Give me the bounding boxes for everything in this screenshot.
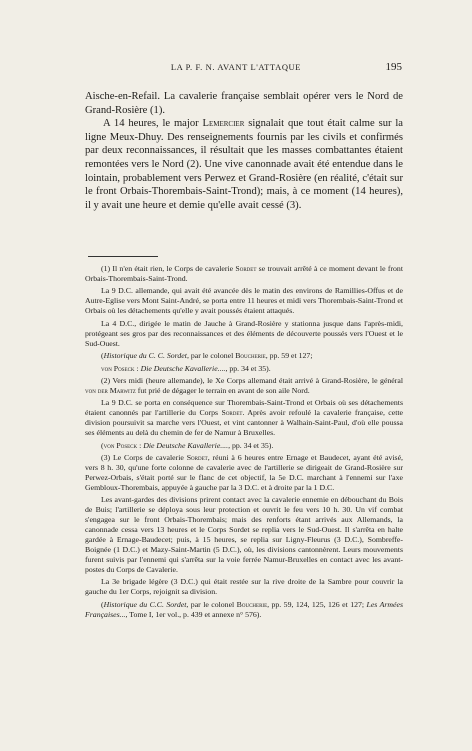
footnote-2-para-2-rest: . Après avoir refoulé la cavalerie française, cette division poursuivit sa marche vers l'Ouest, et vint cantonner à Walhain-Saint-Paul, d'où elle poussa ses éléments au delà du chemin de fer de Namur à Bruxelles. [85, 408, 404, 438]
footnote-2-para-2 [85, 398, 403, 438]
footnote-2-para-2-name: Sordet [221, 408, 243, 418]
ref-pages: , pp. 34 et 35). [228, 440, 274, 450]
footnote-1 [85, 264, 403, 284]
footnote-2-reference: (von Poseck : Die Deutsche Kavallerie...., pp. 34 et 35). [101, 440, 274, 450]
footnote-1-para-3: La 4 D.C., dirigée le matin de Jauche à Grand-Rosière y stationna jusque dans l'après-midi, protégeant ses gros par des reconnaissances et des éléments de découverte poussés vers l'Ouest et le Sud-Ouest. [85, 318, 403, 348]
ref-mid: , par le colonel [186, 351, 236, 361]
footnote-3 [85, 453, 403, 493]
footnote-1-rest: se trouvait arrêté à ce moment devant le front Orbais-Thorembais-Saint-Trond. [85, 264, 403, 283]
ref-title: Die Deutsche Kavallerie.... [143, 440, 229, 450]
ref-pages: , pp. 59, 124, 125, 126 et 127; [267, 599, 367, 609]
ref-sep: : [134, 363, 141, 373]
footnote-3-reference: (Historique du C.C. Sordet, par le colonel Boucherie, pp. 59, 124, 125, 126 et 127; Les Armées Françaises..., Tome I, 1er vol., p. 439 et annexe n° 576). [85, 599, 404, 619]
paragraph-2 [85, 117, 403, 212]
footnote-3-rest: , réuni à 6 heures entre Ernage et Baudecet, ayant été avisé, vers 8 h. 30, qu'une forte colonne de cavalerie avec de l'artillerie se dirigeait de Grand-Rosière sur Perwez-Orbais, s'était porté sur le flanc de cet objectif, la 5e D.C. marchant à l'ennemi sur l'axe Gembloux-Thorembais, appuyée à gauche par la 3 D.C. et à droite par la 1 D.C. [85, 453, 403, 492]
footnote-separator [88, 256, 158, 257]
footnote-1-reference-2 [85, 364, 403, 374]
footnote-3-start: (3) Le Corps de cavalerie [101, 453, 187, 463]
ref-author: Boucherie [236, 599, 268, 609]
ref-title: Historique du C. C. Sordet [103, 351, 187, 361]
footnote-2-para-2-start: La 9 D.C. se porta en conséquence sur Thorembais-Saint-Trond et Orbais où ses détachements étaient canonnés par l'artillerie du Corps [85, 398, 403, 418]
footnote-2 [85, 376, 403, 396]
paragraph-1: Aische-en-Refail. La cavalerie française semblait opérer vers le Nord de Grand-Rosière (1). [85, 91, 403, 116]
ref-end: , Tome I, 1er vol., p. 439 et annexe n° 576). [125, 609, 262, 619]
ref-author: von Poseck [101, 363, 135, 373]
footnote-3-name: Sordet [186, 453, 208, 463]
footnotes [85, 264, 403, 622]
footnote-1-para-2: La 9 D.C. allemande, qui avait été avancée dès le matin des environs de Ramillies-Offus et de Autre-Eglise vers Mont Saint-André, se porta entre 11 heures et midi vers Thorembais-Saint-Trond et Orbais où les détachements qu'elle y avait poussés étaient attaqués. [85, 286, 403, 316]
running-title: LA P. F. N. AVANT L'ATTAQUE [170, 62, 302, 72]
person-name: Lemercier [202, 118, 245, 130]
footnote-1-start: (1) Il n'en était rien, le Corps de cavalerie [101, 264, 236, 273]
ref-title: Historique du C.C. Sordet [103, 599, 187, 609]
footnote-1-reference: (Historique du C. C. Sordet, par le colonel Boucherie, pp. 59 et 127; [101, 351, 313, 361]
footnote-2-start: (2) Vers midi (heure allemande), le Xe Corps allemand était arrivé à Grand-Rosière, le général [101, 376, 403, 386]
ref-title-2: Les Armées Françaises... [85, 599, 404, 619]
ref-author: Boucherie [235, 351, 266, 361]
ref-sep: : [137, 440, 144, 450]
footnote-3-para-2: Les avant-gardes des divisions prirent contact avec la cavalerie ennemie en débouchant du Bois de Buis; l'artillerie se déploya sous leur protection et ouvrit le feu vers 10 h. 30. Un vif combat s'engagea sur le front Orbais-Thorembais; mais des renforts étant arrivés aux Allemands, la canonnade cessa vers 13 heures et le Corps Sordet se replia vers le Sud-Ouest. Il s'arrêta en halte gardée à Ernage-Baudecet; puis, à 15 heures, se replia sur Ligny-Fleurus (3 D.C.), Sombreffe-Boignée (1 D.C.) et Mazy-Saint-Martin (5 D.C.), où, les divisions cantonnèrent. Leurs mouvements furent suivis par l'ennemi qui s'arrêta sur la voie ferrée Namur-Bruxelles en contact avec les avant-postes du Corps de Cavalerie. [85, 495, 403, 574]
paragraph-2-start: A 14 heures, le major [103, 118, 203, 130]
ref-title: Die Deutsche Kavallerie.... [140, 363, 226, 373]
page-number: 195 [385, 61, 402, 73]
footnote-2-rest: fut prié de dégager le terrain en avant de son aile Nord. [135, 385, 310, 395]
page-header [0, 62, 472, 76]
ref-author: von Poseck [103, 440, 138, 450]
main-text [85, 90, 403, 212]
ref-mid: , par le colonel [186, 599, 237, 609]
footnote-1-name: Sordet [235, 264, 257, 273]
footnote-3-para-3: La 3e brigade légère (3 D.C.) qui était restée sur la rive droite de la Sambre pour couvrir la gauche du 1er Corps, rejoignit sa division. [85, 577, 403, 597]
ref-pages: , pp. 34 et 35). [225, 363, 271, 373]
paragraph-2-rest: signalait que tout était calme sur la ligne Meux-Dhuy. Des renseignements fournis par les civils et confirmés par deux reconnaissances, il résultait que les masses combattantes étaient remontées vers le Nord (2). Une vive canonnade avait été entendue dans le lointain, probablement vers Perwez et Grand-Rosière (en réalité, c'était sur le front Orbais-Thorembais-Saint-Trond); mais, à ce moment (14 heures), il y avait une heure et demie qu'elle avait cessé (3). [85, 118, 404, 211]
footnote-2-name: von der Marwitz [85, 385, 136, 395]
ref-pages: , pp. 59 et 127; [265, 351, 313, 361]
